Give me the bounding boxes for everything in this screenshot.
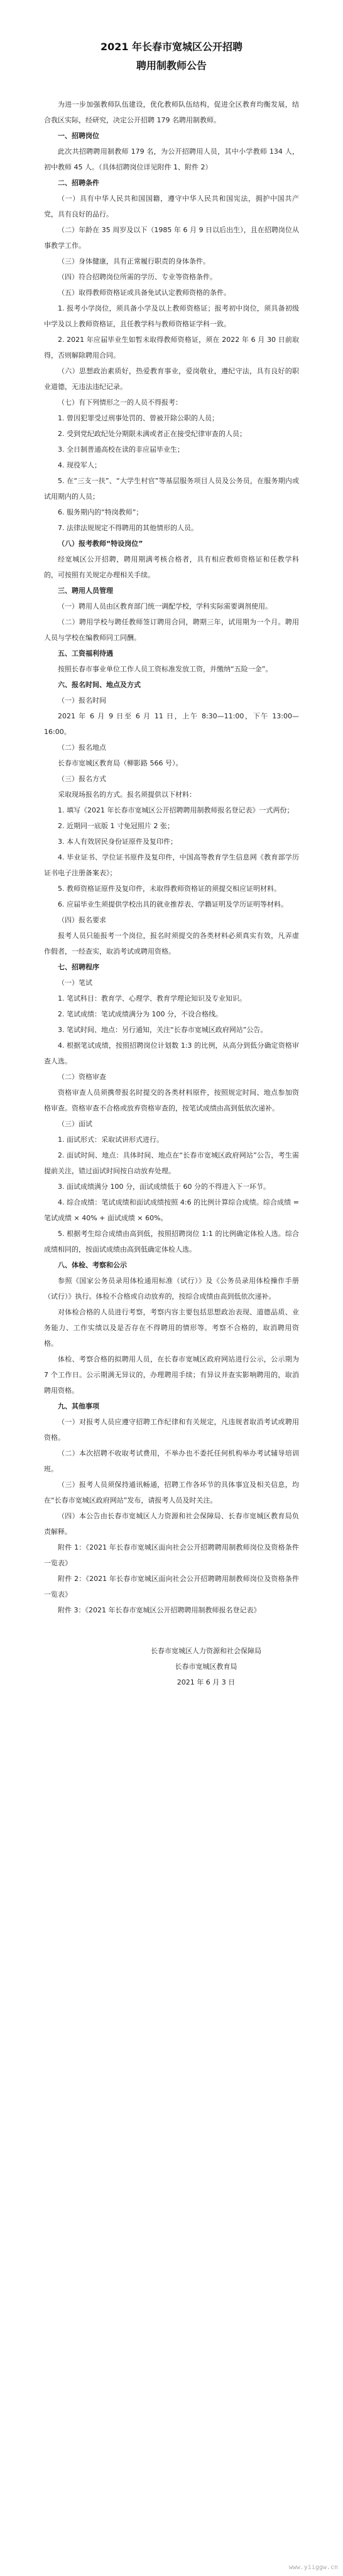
body-paragraph: 4. 现役军人； xyxy=(58,461,101,469)
body-paragraph: 为进一步加强教师队伍建设，优化教师队伍结构，促进全区教育均衡发展，结合我区实际，经研究，决定公开招聘 179 名聘用制教师。 xyxy=(44,100,299,124)
body-paragraph: 3. 面试成绩满分 100 分，面试成绩低于 60 分的不得进入下一环节。 xyxy=(58,1183,270,1191)
body-paragraph: 6. 服务期内的“特岗教师”； xyxy=(58,508,143,516)
body-paragraph: 1. 填写《2021 年长春市宽城区公开招聘聘用制教师报名登记表》一式两份； xyxy=(58,806,294,814)
body-paragraph: 附件 1：《2021 年长春市宽城区面向社会公开招聘聘用制教师岗位及资格条件一览表》 xyxy=(44,1543,299,1567)
body-paragraph: 3. 笔试时间、地点：另行通知，关注“长春市宽城区政府网站”公告。 xyxy=(58,1026,268,1034)
section-heading: 八、体检、考察和公示 xyxy=(58,1261,127,1269)
section-heading: 六、报名时间、地点及方式 xyxy=(58,681,141,689)
body-paragraph: 2. 2021 年应届毕业生如暂未取得教师资格证，须在 2022 年 6 月 30 日前取得，否则解除聘用合同。 xyxy=(44,336,299,359)
body-paragraph: （四）报名要求 xyxy=(58,916,106,924)
body-paragraph: （二）年龄在 35 周岁及以下（1985 年 6 月 9 日以后出生），且在招聘岗位从事教学工作。 xyxy=(44,226,299,250)
body-paragraph: （二）本次招聘不收取考试费用，不举办也不委托任何机构举办考试辅导培训班。 xyxy=(44,1449,299,1473)
body-paragraph: （一）对报考人员应遵守招聘工作纪律和有关规定，凡违规者取消考试或聘用资格。 xyxy=(44,1418,299,1442)
body-paragraph: （一）笔试 xyxy=(58,979,92,987)
body-paragraph: （三）报考人员须保持通讯畅通，招聘工作各环节的具体事宜及相关信息，均在“长春市宽城区政府网站”发布，请报考人员及时关注。 xyxy=(44,1481,299,1504)
body-paragraph: 5. 在“三支一扶”、“大学生村官”等基层服务项目人员及公务员，在服务期内或试用期内的人员； xyxy=(44,477,299,501)
body-paragraph: 2. 面试时间、地点：具体时间、地点在“长春市宽城区政府网站”公告，考生需提前关注，错过面试时间按自动放弃处理。 xyxy=(44,1151,299,1175)
body-paragraph: （五）取得教师资格证或具备免试认定教师资格的条件。 xyxy=(58,289,231,297)
body-paragraph: 6. 应届毕业生须提供学校出具的就业推荐表、学籍证明及学历证明等材料。 xyxy=(58,900,288,908)
body-paragraph: 7. 法律法规规定不得聘用的其他情形的人员。 xyxy=(58,524,198,532)
title-line-2: 聘用制教师公告 xyxy=(136,60,207,72)
body-paragraph: 4. 综合成绩：笔试成绩和面试成绩按照 4:6 的比例计算综合成绩。综合成绩 = 笔试成绩 × 40% + 面试成绩 × 60%。 xyxy=(44,1198,299,1222)
body-paragraph: 4. 根据笔试成绩，按照招聘岗位计划数 1:3 的比例，从高分到低分确定资格审查人选。 xyxy=(44,1041,299,1065)
body-paragraph: （四）符合招聘岗位所需的学历、专业等资格条件。 xyxy=(58,273,217,281)
body-paragraph: （一）具有中华人民共和国国籍，遵守中华人民共和国宪法，拥护中国共产党，具有良好的品行。 xyxy=(44,194,299,218)
body-paragraph: 报考人员只能报考一个岗位，报名时须提交的各类材料必须真实有效，凡弄虚作假者，一经查实，取消考试或聘用资格。 xyxy=(44,932,299,955)
body-paragraph: 经宽城区公开招聘，聘用期满考核合格者，具有相应教师资格证和任教学科的，可按照有关规定办理相关手续。 xyxy=(44,555,299,579)
site-watermark: www.yiiggw.cn xyxy=(288,2564,338,2571)
body-paragraph: 附件 3：《2021 年长春市宽城区公开招聘聘用制教师报名登记表》 xyxy=(58,1606,261,1614)
body-paragraph: （三）身体健康，具有正常履行职责的身体条件。 xyxy=(58,257,210,265)
body-paragraph: （二）聘用学校与聘任教师签订聘用合同，聘期三年，试用期为一个月。聘用人员与学校在编教师同工同酬。 xyxy=(44,618,299,642)
body-paragraph: 附件 2：《2021 年长春市宽城区面向社会公开招聘聘用制教师岗位及资格条件一览表》 xyxy=(44,1575,299,1599)
body-paragraph: （二）报名地点 xyxy=(58,743,106,752)
signature-organization-2: 长春市宽城区教育局 xyxy=(175,1663,237,1671)
section-heading: 二、招聘条件 xyxy=(58,179,99,187)
body-paragraph: 2. 笔试成绩：笔试成绩满分为 100 分，不设合格线。 xyxy=(58,1010,222,1018)
body-paragraph: 2. 近期同一底版 1 寸免冠照片 2 张； xyxy=(58,822,174,830)
body-paragraph: 3. 本人有效居民身份证原件及复印件； xyxy=(58,838,177,846)
body-paragraph: 参照《国家公务员录用体检通用标准（试行）》及《公务员录用体检操作手册（试行）》执行。体检不合格或自动放弃的，按综合成绩由高到低依次递补。 xyxy=(44,1277,299,1301)
body-paragraph: 对体检合格的人员进行考察，考察内容主要包括思想政治表现、道德品质、业务能力、工作实绩以及是否存在不得聘用的情形等。考察不合格的，取消聘用资格。 xyxy=(44,1308,299,1348)
body-paragraph: 5. 教师资格证原件及复印件，未取得教师资格证的须提交相应证明材料。 xyxy=(58,885,281,893)
body-paragraph: 2021 年 6 月 9 日至 6 月 11 日，上午 8:30—11:00，下午 13:00—16:00。 xyxy=(44,712,299,736)
body-paragraph: 资格审查人员须携带报名时提交的各类材料原件，按照规定时间、地点参加资格审查。资格审查不合格或放弃资格审查的，按笔试成绩由高到低依次递补。 xyxy=(44,1088,299,1112)
signature-organization: 长春市宽城区人力资源和社会保障局 xyxy=(151,1647,261,1655)
body-paragraph: 2. 受到党纪政纪处分期限未满或者正在接受纪律审查的人员； xyxy=(58,430,246,438)
signature-block xyxy=(44,1643,299,1690)
page-title xyxy=(44,38,299,75)
title-line-1: 2021 年长春市宽城区公开招聘 xyxy=(100,41,243,53)
body-paragraph: 按照长春市事业单位工作人员工资标准发放工资，并缴纳“五险一金”。 xyxy=(58,665,273,673)
body-paragraph: 1. 面试形式：采取试讲形式进行。 xyxy=(58,1136,163,1144)
announcement-body xyxy=(44,97,299,1618)
body-paragraph: 4. 毕业证书、学位证书原件及复印件，中国高等教育学生信息网《教育部学历证书电子注册备案表》； xyxy=(44,853,299,877)
body-paragraph: （六）思想政治素质好，热爱教育事业，爱岗敬业，遵纪守法，具有良好的职业道德，无违法违纪记录。 xyxy=(44,367,299,391)
section-heading: 一、招聘岗位 xyxy=(58,132,99,140)
body-paragraph: （二）资格审查 xyxy=(58,1073,106,1081)
body-paragraph: 1. 曾因犯罪受过刑事处罚的、曾被开除公职的人员； xyxy=(58,414,219,422)
body-paragraph: 1. 报考小学岗位，须具备小学及以上教师资格证；报考初中岗位，须具备初级中学及以上教师资格证，且任教学科与教师资格证学科一致。 xyxy=(44,304,299,328)
body-paragraph: 体检、考察合格的拟聘用人员，在长春市宽城区政府网站进行公示，公示期为 7 个工作日。公示期满无异议的，办理聘用手续；有异议并查实影响聘用的，取消聘用资格。 xyxy=(44,1355,299,1395)
section-heading: 五、工资福利待遇 xyxy=(58,649,113,657)
body-paragraph: （一）报名时间 xyxy=(58,696,106,705)
section-heading: 三、聘用人员管理 xyxy=(58,587,113,595)
body-paragraph: 长春市宽城区教育局（柳影路 566 号）。 xyxy=(58,759,183,767)
body-paragraph: 3. 全日制普通高校在读的非应届毕业生； xyxy=(58,445,184,454)
body-paragraph: （三）面试 xyxy=(58,1120,92,1128)
body-paragraph: 1. 笔试科目：教育学、心理学、教育学理论知识及专业知识。 xyxy=(58,994,246,1003)
section-heading: 九、其他事项 xyxy=(58,1402,99,1410)
body-paragraph: 采取现场报名的方式。报名须提供以下材料： xyxy=(58,790,196,799)
body-paragraph: （三）报名方式 xyxy=(58,775,106,783)
signature-date: 2021 年 6 月 3 日 xyxy=(177,1678,236,1686)
body-paragraph: （四）本公告由长春市宽城区人力资源和社会保障局、长春市宽城区教育局负责解释。 xyxy=(44,1512,299,1536)
body-paragraph: （一）聘用人员由区教育部门统一调配学校，学科实际需要调剂使用。 xyxy=(58,602,272,610)
section-heading: 七、招聘程序 xyxy=(58,963,99,971)
body-paragraph: 此次共招聘聘用制教师 179 名，为公开招聘用人员，其中小学教师 134 人，初中教师 45 人。（具体招聘岗位详见附件 1、附件 2） xyxy=(44,147,299,171)
body-paragraph: 5. 根据考生综合成绩由高到低，按照招聘岗位 1:1 的比例确定体检人选。综合成绩相同的，按面试成绩由高到低确定体检人选。 xyxy=(44,1230,299,1253)
body-paragraph: （七）有下列情形之一的人员不得报考： xyxy=(58,398,182,407)
subsection-heading: （八）报考教师“特设岗位” xyxy=(58,540,143,548)
